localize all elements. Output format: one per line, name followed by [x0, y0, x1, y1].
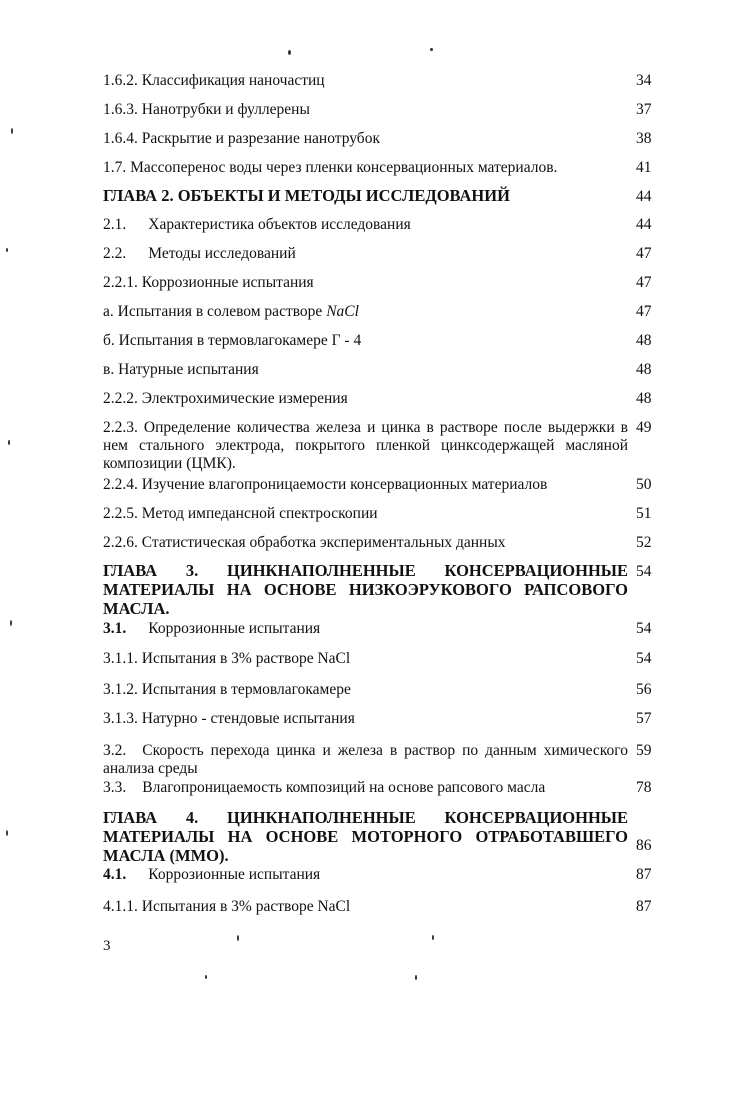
toc-entry-b [103, 332, 628, 349]
toc-entry-label: 1.6.2. Классификация наночастиц [103, 72, 325, 89]
toc-chapter-label: ГЛАВА 2. ОБЪЕКТЫ И МЕТОДЫ ИССЛЕДОВАНИЙ [103, 186, 510, 205]
toc-chapter-3 [103, 561, 628, 618]
toc-page-number: 50 [636, 476, 652, 493]
toc-entry-1-7 [103, 159, 628, 176]
toc-page-number: 87 [636, 898, 652, 915]
toc-entry-number: 3.3. [103, 779, 127, 796]
toc-entry-label: 2.2.4. Изучение влагопроницаемости консервационных материалов [103, 476, 548, 493]
toc-entry-v [103, 361, 628, 378]
toc-entry-a [103, 303, 628, 320]
toc-entry-number: 3.2. [103, 742, 127, 759]
toc-entry-label: Скорость перехода цинка и железа в раствор по данным химического анализа среды [103, 742, 628, 777]
toc-entry-1-6-3 [103, 101, 628, 118]
toc-page-number: 48 [636, 390, 652, 407]
scan-speck [415, 975, 417, 980]
toc-entry-2-2-6 [103, 534, 628, 551]
toc-entry-label: 1.6.4. Раскрытие и разрезание нанотрубок [103, 130, 380, 147]
toc-entry-label: 2.2.3. Определение количества железа и цинка в растворе после выдержки в нем стального электрода, покрытого пленкой цинксодержащей масляной композиции (ЦМК). [103, 419, 628, 472]
toc-entry-3-1-2 [103, 681, 628, 698]
toc-entry-label: а. Испытания в солевом растворе [103, 303, 323, 320]
toc-page-number: 86 [636, 837, 652, 854]
toc-page-number: 56 [636, 681, 652, 698]
toc-entry-2-2-5 [103, 505, 628, 522]
toc-entry-number: 4.1. [103, 866, 127, 883]
scan-speck [6, 248, 8, 252]
toc-entry-2-2-2 [103, 390, 628, 407]
toc-entry-number: 2.1. [103, 216, 127, 233]
toc-entry-3-2 [103, 742, 628, 778]
toc-page-number: 78 [636, 779, 652, 796]
toc-entry-label: Влагопроницаемость композиций на основе рапсового масла [142, 779, 546, 796]
toc-entry-label: 1.6.3. Нанотрубки и фуллерены [103, 101, 310, 118]
toc-entry-4-1 [103, 866, 628, 883]
toc-entry-label: 4.1.1. Испытания в 3% растворе NaCl [103, 898, 351, 915]
toc-entry-label: б. Испытания в термовлагокамере Г - 4 [103, 332, 362, 349]
toc-page-number: 52 [636, 534, 652, 551]
toc-page-number: 47 [636, 274, 652, 291]
toc-entry-1-6-2 [103, 72, 628, 89]
toc-entry-label: 3.1.3. Натурно - стендовые испытания [103, 710, 355, 727]
toc-page-number: 87 [636, 866, 652, 883]
toc-entry-label: 2.2.5. Метод импедансной спектроскопии [103, 505, 378, 522]
toc-entry-4-1-1 [103, 898, 628, 915]
toc-entry-label: 2.2.6. Статистическая обработка экспериментальных данных [103, 534, 506, 551]
toc-page-number: 41 [636, 159, 652, 176]
toc-entry-number: 3.1. [103, 620, 127, 637]
toc-entry-label: 1.7. Массоперенос воды через пленки консервационных материалов. [103, 159, 558, 176]
toc-entry-2-2-3 [103, 419, 628, 473]
toc-entry-3-1-3 [103, 710, 628, 727]
scan-speck [237, 935, 239, 941]
scan-speck [11, 128, 13, 134]
toc-chapter-label: ГЛАВА 3. ЦИНКНАПОЛНЕННЫЕ КОНСЕРВАЦИОННЫЕ МАТЕРИАЛЫ НА ОСНОВЕ НИЗКОЭРУКОВОГО РАПСОВОГО МАСЛА. [103, 561, 628, 618]
scan-speck [6, 830, 8, 836]
toc-entry-label: Коррозионные испытания [148, 866, 321, 883]
toc-entry-number: 2.2. [103, 245, 127, 262]
toc-chapter-4 [103, 808, 628, 865]
page-number: 3 [103, 938, 111, 954]
toc-entry-2-1 [103, 216, 628, 233]
toc-chapter-2 [103, 186, 628, 205]
toc-page-number: 54 [636, 620, 652, 637]
toc-entry-1-6-4 [103, 130, 628, 147]
toc-page-number: 38 [636, 130, 652, 147]
toc-entry-formula: NaCl [326, 303, 359, 320]
toc-page-number: 51 [636, 505, 652, 522]
toc-page-number: 54 [636, 650, 652, 667]
toc-entry-label: 2.2.1. Коррозионные испытания [103, 274, 314, 291]
scan-speck [288, 50, 291, 55]
toc-page-number: 48 [636, 361, 652, 378]
toc-page-number: 54 [636, 563, 652, 580]
toc-entry-label: Коррозионные испытания [148, 620, 321, 637]
toc-page-number: 48 [636, 332, 652, 349]
toc-page-number: 49 [636, 419, 652, 436]
scan-speck [432, 935, 434, 940]
toc-page-number: 59 [636, 742, 652, 759]
toc-page-number: 34 [636, 72, 652, 89]
toc-entry-label: в. Натурные испытания [103, 361, 259, 378]
toc-page-number: 44 [636, 188, 652, 205]
toc-entry-3-1 [103, 620, 628, 637]
toc-page-number: 44 [636, 216, 652, 233]
toc-entry-2-2-1 [103, 274, 628, 291]
toc-page-number: 37 [636, 101, 652, 118]
scan-speck [8, 440, 10, 445]
toc-entry-label: 3.1.2. Испытания в термовлагокамере [103, 681, 351, 698]
toc-entry-label: Характеристика объектов исследования [148, 216, 411, 233]
toc-entry-3-3 [103, 779, 628, 796]
toc-entry-3-1-1 [103, 650, 628, 667]
toc-entry-label: 2.2.2. Электрохимические измерения [103, 390, 348, 407]
scan-speck [430, 48, 433, 51]
toc-chapter-label: ГЛАВА 4. ЦИНКНАПОЛНЕННЫЕ КОНСЕРВАЦИОННЫЕ МАТЕРИАЛЫ НА ОСНОВЕ МОТОРНОГО ОТРАБОТАВШЕГО МАСЛА (ММО). [103, 808, 628, 865]
scan-speck [10, 620, 12, 626]
toc-entry-2-2 [103, 245, 628, 262]
toc-entry-2-2-4 [103, 476, 628, 493]
scan-speck [205, 975, 207, 979]
toc-entry-label: Методы исследований [148, 245, 296, 262]
toc-page-number: 57 [636, 710, 652, 727]
toc-page-number: 47 [636, 245, 652, 262]
toc-page-number: 47 [636, 303, 652, 320]
toc-entry-label: 3.1.1. Испытания в 3% растворе NaCl [103, 650, 351, 667]
